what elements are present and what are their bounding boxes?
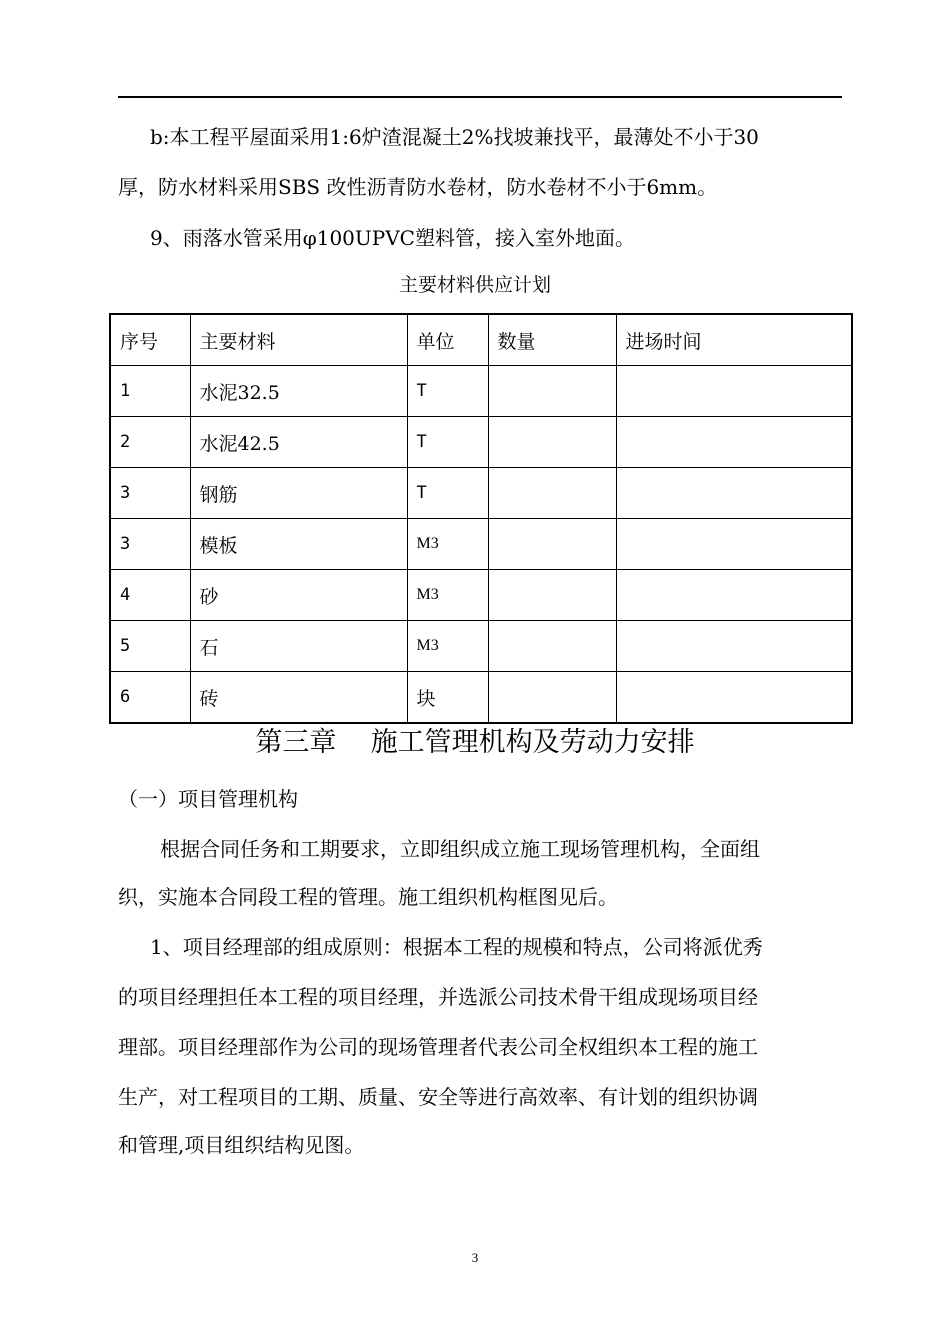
cell-time xyxy=(616,621,852,672)
paragraph-org-line2: 织，实施本合同段工程的管理。施工组织机构框图见后。 xyxy=(118,885,618,909)
cell-time xyxy=(616,570,852,621)
paragraph-roof-line1: b:本工程平屋面采用1:6炉渣混凝土2%找坡兼找平，最薄处不小于30 xyxy=(150,125,759,149)
cell-time xyxy=(616,468,852,519)
paragraph-principle-line2: 的项目经理担任本工程的项目经理，并选派公司技术骨干组成现场项目经 xyxy=(118,985,758,1009)
cell-no: 1 xyxy=(110,366,190,417)
cell-material: 砂 xyxy=(190,570,407,621)
cell-time xyxy=(616,519,852,570)
table-row xyxy=(110,519,852,570)
table-row xyxy=(110,621,852,672)
cell-unit: M3 xyxy=(407,519,488,570)
cell-qty xyxy=(488,570,616,621)
cell-qty xyxy=(488,672,616,724)
materials-table xyxy=(109,313,853,724)
cell-unit: T xyxy=(407,468,488,519)
cell-no: 3 xyxy=(110,519,190,570)
table-row xyxy=(110,468,852,519)
page-number: 3 xyxy=(471,1250,479,1265)
paragraph-principle-line1: 1、项目经理部的组成原则：根据本工程的规模和特点，公司将派优秀 xyxy=(150,935,763,959)
cell-material: 砖 xyxy=(190,672,407,724)
cell-material: 水泥42.5 xyxy=(190,417,407,468)
cell-qty xyxy=(488,621,616,672)
header-rule xyxy=(118,96,842,98)
cell-time xyxy=(616,366,852,417)
cell-unit: M3 xyxy=(407,570,488,621)
paragraph-org-line1: 根据合同任务和工期要求，立即组织成立施工现场管理机构，全面组 xyxy=(160,837,760,861)
cell-no: 6 xyxy=(110,672,190,724)
paragraph-principle-line5: 和管理,项目组织结构见图。 xyxy=(118,1133,365,1157)
table-row xyxy=(110,417,852,468)
cell-material: 模板 xyxy=(190,519,407,570)
cell-material: 钢筋 xyxy=(190,468,407,519)
cell-material: 水泥32.5 xyxy=(190,366,407,417)
header-cell-no: 序号 xyxy=(110,314,190,366)
cell-qty xyxy=(488,417,616,468)
cell-unit: T xyxy=(407,417,488,468)
cell-unit: 块 xyxy=(407,672,488,724)
header-cell-material: 主要材料 xyxy=(190,314,407,366)
paragraph-downpipe: 9、雨落水管采用φ100UPVC塑料管，接入室外地面。 xyxy=(150,226,635,250)
chapter-title: 第三章 施工管理机构及劳动力安排 xyxy=(255,727,695,758)
header-cell-time: 进场时间 xyxy=(616,314,852,366)
cell-time xyxy=(616,417,852,468)
cell-unit: M3 xyxy=(407,621,488,672)
header-cell-qty: 数量 xyxy=(488,314,616,366)
paragraph-principle-line3: 理部。项目经理部作为公司的现场管理者代表公司全权组织本工程的施工 xyxy=(118,1035,758,1059)
table-row xyxy=(110,366,852,417)
table-row xyxy=(110,672,852,724)
cell-qty xyxy=(488,468,616,519)
header-cell-unit: 单位 xyxy=(407,314,488,366)
table-title: 主要材料供应计划 xyxy=(398,274,551,296)
cell-no: 3 xyxy=(110,468,190,519)
table-header-row xyxy=(110,314,852,366)
table-row xyxy=(110,570,852,621)
cell-qty xyxy=(488,366,616,417)
section-heading: （一）项目管理机构 xyxy=(118,787,298,811)
cell-no: 5 xyxy=(110,621,190,672)
cell-time xyxy=(616,672,852,724)
paragraph-roof-line2: 厚，防水材料采用SBS 改性沥青防水卷材，防水卷材不小于6mm。 xyxy=(118,175,718,199)
cell-no: 4 xyxy=(110,570,190,621)
paragraph-principle-line4: 生产，对工程项目的工期、质量、安全等进行高效率、有计划的组织协调 xyxy=(118,1085,758,1109)
cell-unit: T xyxy=(407,366,488,417)
cell-material: 石 xyxy=(190,621,407,672)
cell-no: 2 xyxy=(110,417,190,468)
cell-qty xyxy=(488,519,616,570)
